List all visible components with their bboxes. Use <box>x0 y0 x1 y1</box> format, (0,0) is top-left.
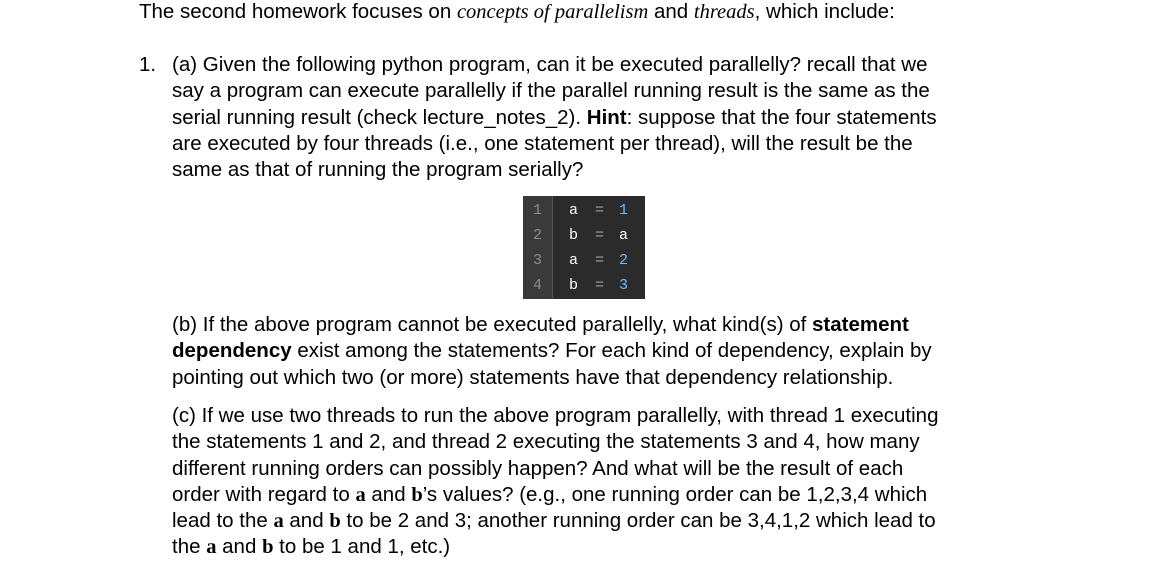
variable-b: b <box>411 483 423 506</box>
hint-label: Hint <box>586 105 627 129</box>
code-operator: = <box>595 202 605 219</box>
part-a-line: (a) Given the following python program, can it be executed parallelly? recall that we <box>172 53 928 76</box>
part-c-text: to be 2 and 3; another running order can be 3,4,1,2 which lead to <box>340 509 936 533</box>
intro-prefix: The second homework focuses on <box>139 0 452 23</box>
part-a-paragraph <box>172 52 1052 183</box>
code-rhs: 3 <box>619 277 629 294</box>
part-c-line: different running orders can possibly happen? And what will be the result of each <box>172 456 904 480</box>
part-a-line: are executed by four threads (i.e., one statement per thread), will the result be the <box>172 131 913 155</box>
part-c-line <box>172 508 1052 534</box>
code-lhs: b <box>569 277 579 294</box>
code-lhs: b <box>569 227 579 244</box>
part-c-text: and <box>216 535 263 559</box>
code-rhs: 2 <box>619 252 629 269</box>
part-a-text: serial running result (check lecture_notes_2). <box>172 105 587 129</box>
code-line <box>523 198 645 223</box>
part-b-line: pointing out which two (or more) statements have that dependency relationship. <box>172 365 894 389</box>
variable-a: a <box>273 510 284 533</box>
part-c-line: the statements 1 and 2, and thread 2 executing the statements 3 and 4, how many <box>172 430 920 454</box>
variable-b: b <box>262 536 274 559</box>
line-number: 1 <box>533 202 543 219</box>
line-number: 4 <box>533 277 543 294</box>
part-a-line: same as that of running the program serially? <box>172 158 584 182</box>
code-operator: = <box>595 252 605 269</box>
part-c-text: the <box>172 535 207 559</box>
part-b-text: exist among the statements? For each kind of dependency, explain by <box>291 339 932 363</box>
code-line <box>523 273 645 298</box>
part-c-paragraph <box>172 403 1052 561</box>
part-c-text: ’s values? (e.g., one running order can be 1,2,3,4 which <box>422 482 928 506</box>
code-operator: = <box>595 277 605 294</box>
part-b-text: (b) If the above program cannot be executed parallelly, what kind(s) of <box>172 313 813 336</box>
intro-sentence <box>139 0 895 24</box>
part-c-line: (c) If we use two threads to run the above program parallelly, with thread 1 executing <box>172 404 939 427</box>
line-number: 2 <box>533 227 543 244</box>
part-b-line <box>172 338 1052 364</box>
part-c-line <box>172 534 1052 560</box>
part-c-text: to be 1 and 1, etc.) <box>273 535 451 559</box>
part-c-line <box>172 482 1052 508</box>
part-c-text: lead to the <box>172 509 274 533</box>
part-a-line <box>172 105 1052 131</box>
code-lhs: a <box>569 202 579 219</box>
part-c-text: order with regard to <box>172 482 356 506</box>
code-rhs: 1 <box>619 202 629 219</box>
code-line <box>523 223 645 248</box>
part-b-line <box>172 312 1052 338</box>
part-c-text: and <box>365 482 412 506</box>
code-lhs: a <box>569 252 579 269</box>
statement-term: statement <box>812 313 909 336</box>
part-a-text: : suppose that the four statements <box>626 105 937 129</box>
part-b-paragraph <box>172 312 1052 391</box>
part-a-line: say a program can execute parallelly if the parallel running result is the same as the <box>172 79 930 103</box>
code-snippet <box>523 196 645 299</box>
code-operator: = <box>595 227 605 244</box>
intro-term-threads: threads <box>693 1 755 23</box>
intro-suffix: , which include: <box>754 0 895 23</box>
part-c-text: and <box>283 509 330 533</box>
variable-a: a <box>355 483 366 506</box>
intro-middle: and <box>653 0 689 23</box>
code-rhs: a <box>619 227 629 244</box>
code-line <box>523 248 645 273</box>
variable-a: a <box>206 536 217 559</box>
intro-term-parallelism: concepts of parallelism <box>456 1 649 23</box>
dependency-term: dependency <box>172 339 292 363</box>
item-number: 1. <box>139 53 157 76</box>
variable-b: b <box>329 510 341 533</box>
line-number: 3 <box>533 252 543 269</box>
